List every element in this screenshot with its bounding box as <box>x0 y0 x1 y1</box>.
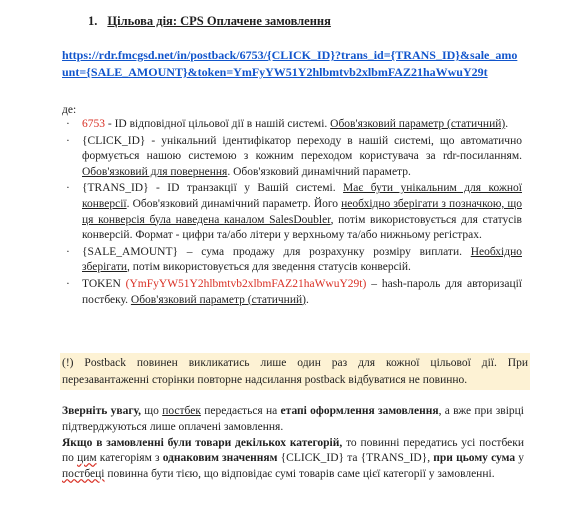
param-desc: – hash-пароль для авторизації постбеку. <box>82 277 522 306</box>
note-text: {CLICK_ID} та {TRANS_ID}, <box>277 452 434 465</box>
note-text: повинна бути тією, що відповідає сумі товарів саме цієї категорії у замовленні. <box>104 468 495 481</box>
heading-text: Цільова дія: CPS Оплачене замовлення <box>107 14 331 28</box>
note-bold: Зверніть увагу, <box>62 405 142 417</box>
param-desc: - ID відповідної цільової дії в нашій системі. <box>105 118 331 130</box>
param-desc-end: . <box>505 118 509 130</box>
note-bold: Якщо в замовленні були товари декількох категорій, <box>62 436 343 449</box>
param-required-note: Обов'язковий параметр (статичний) <box>330 118 506 130</box>
note-text: у <box>515 452 525 465</box>
bullet: · <box>66 134 70 147</box>
list-item-click-id <box>66 134 522 181</box>
note-text: передається на <box>200 405 281 417</box>
param-key: {TRANS_ID} <box>82 182 149 195</box>
param-desc-end: , потім використовується для зведення статусів конверсій. <box>127 261 411 274</box>
note-underlined: постбек <box>162 405 201 417</box>
section-heading <box>88 14 331 29</box>
param-required-note: Обов'язковий параметр (статичний) <box>130 293 306 306</box>
attention-note <box>62 404 524 483</box>
param-desc-end: . Обов'язковий динамічний параметр. <box>227 165 411 178</box>
param-key: 6753 <box>82 118 105 130</box>
param-storage-note: Необхідно зберігати <box>82 245 522 274</box>
heading-number: 1. <box>88 14 98 28</box>
param-required-note: Обов'язковий для повернення <box>82 165 228 178</box>
bullet: · <box>66 277 70 290</box>
param-key: {CLICK_ID} <box>82 134 146 147</box>
param-desc-mid: . Обов'язковий динамічний параметр. Його <box>126 197 342 210</box>
bullet: · <box>66 118 70 130</box>
note-text: категоріям з <box>96 452 163 465</box>
param-desc-end: , потім використовується для статусів конверсій. Формат - цифри та/або літери у верхньому та/або нижньому регістрах. <box>82 213 522 242</box>
note-text: то повинні передатись усі постбеки по <box>62 436 524 465</box>
list-item-token <box>66 277 522 308</box>
param-key: {SALE_AMOUNT} <box>82 245 179 258</box>
param-desc: – сума продажу для розрахунку розміру виплати. <box>178 245 471 258</box>
note-paragraph-2 <box>62 436 524 483</box>
note-bold: при цьому <box>433 452 488 465</box>
postback-url-link[interactable]: https://rdr.fmcgsd.net/in/postback/6753/{CLICK_ID}?trans_id={TRANS_ID}&sale_amount={SALE_AMOUNT}&token=YmFyYW51Y2hlbmtvb2xlbmFAZ21haWwuY29t <box>62 48 518 79</box>
note-text: , а вже при звірці підтверджуються лише оплачені замовлення. <box>62 405 524 433</box>
parameter-list <box>66 117 522 308</box>
param-required-note: Має бути унікальним для кожної конверсії <box>82 182 522 210</box>
param-desc: - унікальний ідентифікатор переходу в нашій системі, що автоматично формується нашою системою з кожним переходом користувача за rdr-посиланням. <box>82 134 522 163</box>
list-item-id <box>66 117 522 133</box>
param-key: TOKEN <box>82 277 121 290</box>
param-desc-end: . <box>305 293 309 306</box>
note-paragraph-1 <box>62 404 524 436</box>
note-bold: сума <box>491 452 516 465</box>
token-value: (YmFyYW51Y2hlbmtvb2xlbmFAZ21haWwuY29t) <box>125 277 367 290</box>
note-bold: однаковим значенням <box>162 452 278 465</box>
postback-warning-notice: (!) Postback повинен викликатись лише один раз для кожної цільової дії. При перезавантаженні сторінки повторне надсилання postback відбуватися не повинно. <box>60 353 530 390</box>
note-text: що <box>141 405 163 417</box>
bullet: · <box>66 182 70 195</box>
list-item-sale-amount <box>66 245 522 276</box>
bullet: · <box>66 245 70 258</box>
param-desc: - ID транзакції у Вашій системі. <box>148 182 344 195</box>
note-bold: етапі оформлення замовлення <box>280 405 439 417</box>
list-item-trans-id <box>66 181 522 243</box>
param-storage-note: необхідно зберігати з позначкою, що ця конверсія була наведена каналом SalesDoubler <box>82 197 522 226</box>
spellcheck-word: цим <box>77 452 97 465</box>
intro-label: де: <box>62 104 77 116</box>
spellcheck-word: постбеці <box>62 468 105 481</box>
